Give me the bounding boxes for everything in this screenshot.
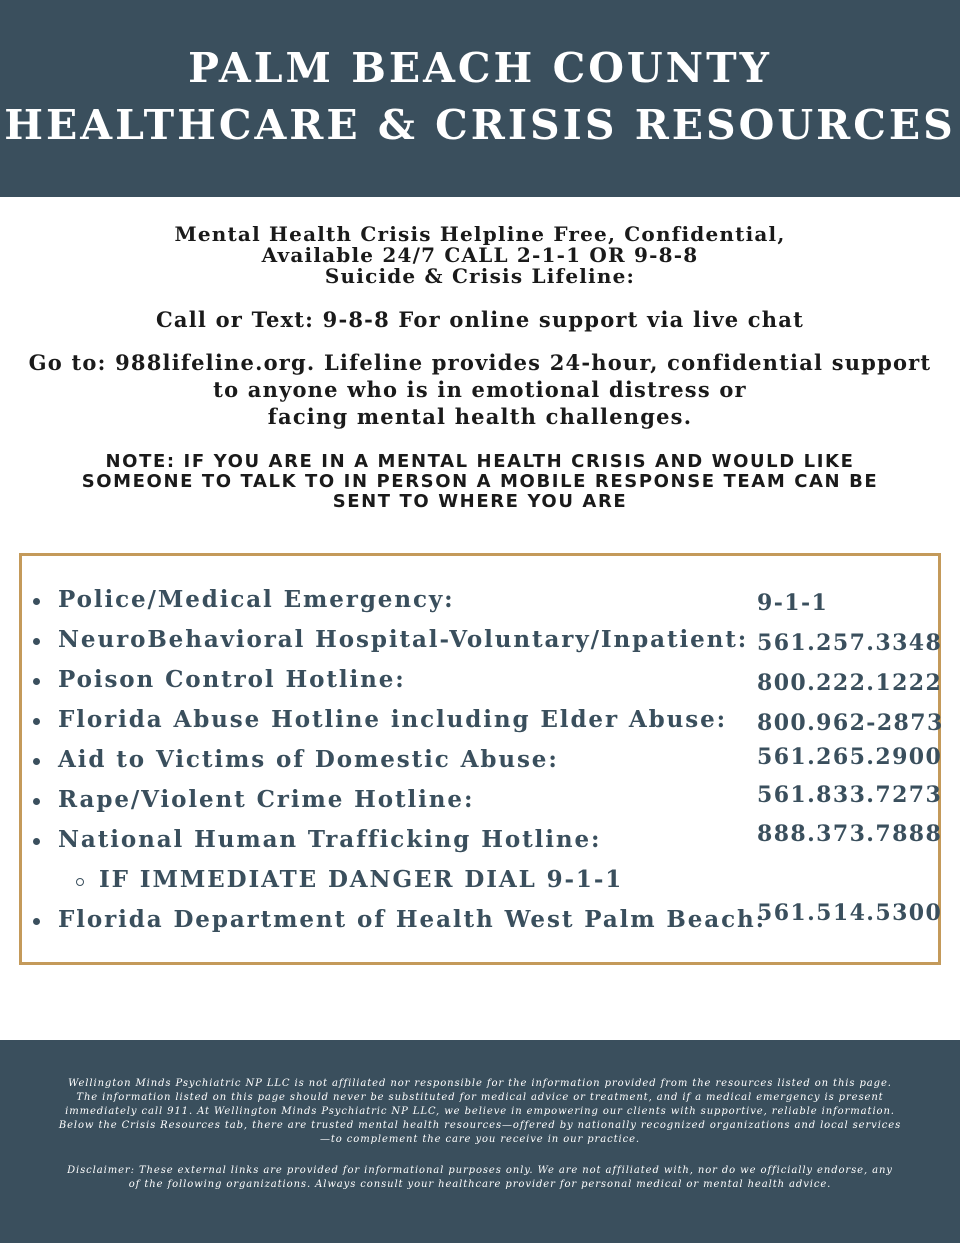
resource-label: Police/Medical Emergency: bbox=[58, 586, 455, 613]
resource-item bbox=[22, 624, 943, 658]
note-line: NOTE: IF YOU ARE IN A MENTAL HEALTH CRISIS AND WOULD LIKE bbox=[105, 451, 855, 472]
page-header bbox=[0, 0, 960, 197]
bullet-icon bbox=[33, 678, 40, 685]
helpline-line: Available 24/7 CALL 2-1-1 OR 9-8-8 bbox=[261, 243, 699, 267]
resource-label: Florida Department of Health West Palm Beach: bbox=[58, 906, 767, 933]
helpline-info bbox=[0, 224, 960, 287]
resource-label: National Human Trafficking Hotline: bbox=[58, 826, 602, 853]
call-or-text-info bbox=[0, 307, 960, 333]
resource-label: Rape/Violent Crime Hotline: bbox=[58, 786, 475, 813]
resource-phone: 561.265.2900 bbox=[757, 744, 943, 770]
resource-phone: 800.962-2873 bbox=[757, 710, 944, 736]
page-footer bbox=[0, 1040, 960, 1243]
footer-line: —to complement the care you receive in our practice. bbox=[319, 1134, 641, 1145]
note-line: SOMEONE TO TALK TO IN PERSON A MOBILE RESPONSE TEAM CAN BE bbox=[81, 471, 879, 492]
resource-phone: 561.257.3348 bbox=[757, 630, 943, 656]
resource-phone: 888.373.7888 bbox=[757, 821, 943, 847]
page-title-line-1: PALM BEACH COUNTY bbox=[188, 44, 772, 92]
bullet-icon bbox=[33, 718, 40, 725]
affiliation-notice bbox=[0, 1077, 960, 1147]
bullet-icon bbox=[33, 638, 40, 645]
bullet-icon bbox=[33, 838, 40, 845]
footer-line: Disclaimer: These external links are provided for informational purposes only. We are not affiliated with, nor do we officially endorse, any bbox=[67, 1165, 893, 1176]
resource-item bbox=[22, 664, 943, 698]
page-title-line-2: HEALTHCARE & CRISIS RESOURCES bbox=[4, 101, 956, 149]
lifeline-line: to anyone who is in emotional distress or bbox=[213, 377, 747, 402]
lifeline-line: facing mental health challenges. bbox=[267, 404, 693, 429]
resource-label: Florida Abuse Hotline including Elder Abuse: bbox=[58, 706, 728, 733]
resource-label: Aid to Victims of Domestic Abuse: bbox=[58, 746, 559, 773]
footer-line: Below the Crisis Resources tab, there are trusted mental health resources—offered by nationally recognized organizations and local services bbox=[58, 1120, 902, 1131]
circle-bullet-icon bbox=[76, 878, 84, 886]
footer-line: The information listed on this page should never be substituted for medical advice or treatment, and if a medical emergency is present bbox=[76, 1092, 884, 1103]
resource-list-box bbox=[19, 553, 944, 965]
resource-item bbox=[22, 704, 944, 738]
bullet-icon bbox=[33, 918, 40, 925]
bullet-icon bbox=[33, 798, 40, 805]
bullet-icon bbox=[33, 598, 40, 605]
helpline-line: Mental Health Crisis Helpline Free, Confidential, bbox=[174, 222, 786, 246]
resource-phone: 9-1-1 bbox=[757, 590, 829, 616]
resource-item bbox=[22, 584, 938, 618]
resource-phone: 800.222.1222 bbox=[757, 670, 943, 696]
call-or-text-line: Call or Text: 9-8-8 For online support via live chat bbox=[156, 307, 804, 332]
lifeline-info bbox=[0, 349, 960, 430]
lifeline-line: Go to: 988lifeline.org. Lifeline provides 24-hour, confidential support bbox=[28, 350, 932, 375]
resource-sublabel: IF IMMEDIATE DANGER DIAL 9-1-1 bbox=[99, 866, 624, 893]
resource-item bbox=[22, 744, 943, 778]
footer-line: of the following organizations. Always consult your healthcare provider for personal medical or mental health advice. bbox=[128, 1179, 832, 1190]
disclaimer bbox=[0, 1164, 960, 1192]
note-line: SENT TO WHERE YOU ARE bbox=[332, 491, 628, 512]
helpline-line: Suicide & Crisis Lifeline: bbox=[324, 264, 636, 288]
resource-label: Poison Control Hotline: bbox=[58, 666, 406, 693]
resource-item bbox=[22, 782, 943, 818]
resource-item bbox=[22, 821, 943, 858]
resource-phone: 561.514.5300 bbox=[757, 900, 943, 926]
resource-subitem bbox=[22, 864, 938, 898]
footer-line: Wellington Minds Psychiatric NP LLC is not affiliated nor responsible for the information provided from the resources listed on this page. bbox=[68, 1078, 892, 1089]
resource-label: NeuroBehavioral Hospital-Voluntary/Inpatient: bbox=[58, 626, 749, 653]
mobile-response-note bbox=[0, 452, 960, 512]
resource-phone: 561.833.7273 bbox=[757, 782, 943, 808]
resource-item bbox=[22, 900, 943, 938]
footer-line: immediately call 911. At Wellington Minds Psychiatric NP LLC, we believe in empowering our clients with supportive, reliable information. bbox=[65, 1106, 895, 1117]
bullet-icon bbox=[33, 758, 40, 765]
